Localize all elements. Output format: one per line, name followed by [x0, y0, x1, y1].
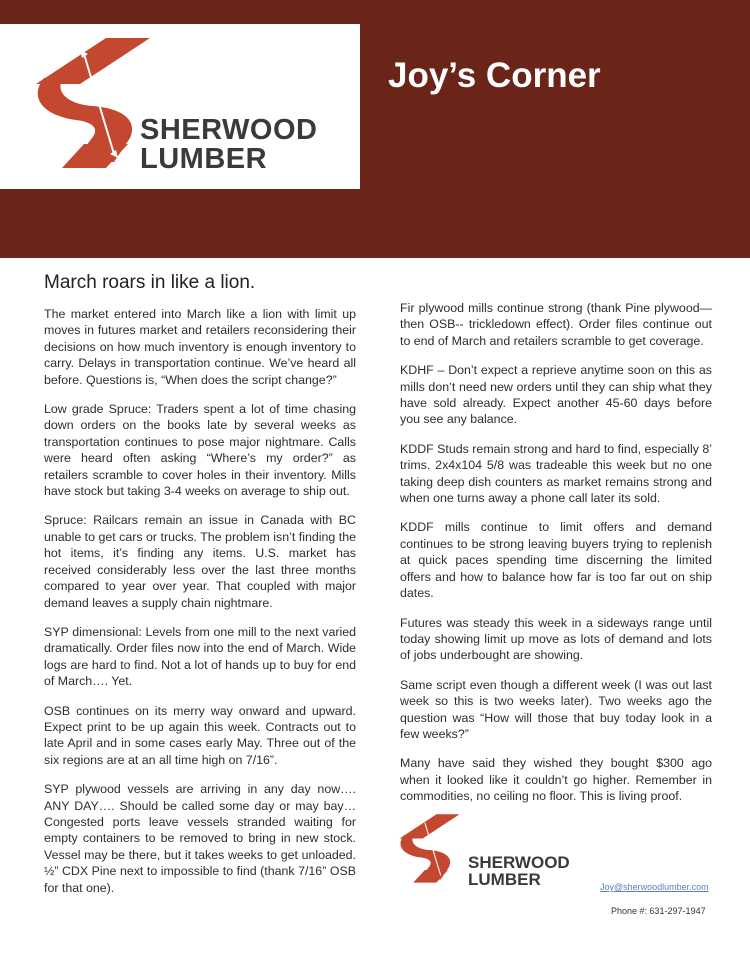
- logo-wordmark: [140, 116, 317, 174]
- paragraph: Same script even though a different week (I was out last week so this is two weeks later). Two weeks ago the question was “How will those that buy today look in a few weeks?”: [400, 677, 712, 741]
- footer-logo-line-2: LUMBER: [468, 870, 541, 889]
- paragraph: KDDF mills continue to limit offers and demand continues to be strong leaving buyers trying to replenish at quick paces spending time discerning the limited offers and how to balance how far is too far out on ship dates.: [400, 520, 712, 601]
- paragraph: Many have said they wished they bought $300 ago when it looked like it couldn’t go higher. Remember in commodities, no ceiling no floor. This is living proof.: [400, 756, 712, 804]
- footer-logo-line-1: SHERWOOD: [468, 853, 570, 872]
- article-headline: March roars in like a lion.: [44, 272, 256, 293]
- paragraph: Spruce: Railcars remain an issue in Canada with BC unable to get cars or trucks. The problem isn’t finding the hot items, it’s finding any items. U.S. market has received considerably less over the last three months compared to year over year. That coupled with major demand leaves a supply chain nightmare.: [44, 513, 356, 610]
- logo-panel: [0, 24, 360, 189]
- header-banner: [0, 0, 750, 258]
- footer-logo: [388, 804, 588, 894]
- right-column: [400, 300, 712, 818]
- phone-number: Phone #: 631-297-1947: [611, 906, 706, 916]
- logo-line-1: SHERWOOD: [140, 114, 318, 146]
- paragraph: SYP dimensional: Levels from one mill to the next varied dramatically. Order files now into the end of March. Wide logs are hard to find. Not a lot of hands up to buy for end of March…. Yet.: [44, 624, 356, 689]
- left-column: [44, 306, 356, 909]
- paragraph: The market entered into March like a lion with limit up moves in futures market and retailers reconsidering their decisions on how much inventory is enough inventory to carry. Delays in transportation continue. We’ve heard all before. Questions is, “When does the script change?”: [44, 307, 356, 387]
- paragraph: OSB continues on its merry way onward and upward. Expect print to be up again this week. Contracts out to late April and in some cases early May. Three out of the six regions are at an all time high on 7/16”.: [44, 703, 356, 767]
- paragraph: Futures was steady this week in a sideways range until today showing limit up move as lots of demand and lots of jobs underbought are showing.: [400, 615, 712, 663]
- logo-line-2: LUMBER: [140, 143, 268, 175]
- email-link[interactable]: Joy@sherwoodlumber.com: [600, 882, 709, 892]
- paragraph: Low grade Spruce: Traders spent a lot of time chasing down orders on the books late by several weeks as transportation continues to pose major nightmare. Calls were heard often asking “Where’s my order?” as retailers scramble to cover holes in their inventory. Mills have stock but taking 3-4 weeks on average to ship out.: [44, 402, 356, 499]
- paragraph: SYP plywood vessels are arriving in any day now…. ANY DAY…. Should be called some day or may bay… Congested ports leave vessels stranded waiting for empty containers to be removed to bring in new stock. Vessel may be there, but it takes weeks to get unloaded. ½” CDX Pine next to impossible to find (thank 7/16” OSB for that one).: [44, 782, 356, 895]
- paragraph: KDDF Studs remain strong and hard to find, especially 8’ trims. 2x4x104 5/8 was tradeable this week but no one taking deep dish counters as market remains strong and when one turns away a phone call later its sold.: [400, 441, 712, 506]
- footer-wordmark: [468, 854, 570, 888]
- paragraph: KDHF – Don’t expect a reprieve anytime soon on this as mills don’t need new orders until they can ship what they have sold already. Expect another 45-60 days before you see any balance.: [400, 363, 712, 427]
- paragraph: Fir plywood mills continue strong (thank Pine plywood—then OSB-- trickledown effect). Order files continue out to end of March and retailers scramble to get coverage.: [400, 301, 712, 348]
- page-title: Joy’s Corner: [388, 56, 601, 95]
